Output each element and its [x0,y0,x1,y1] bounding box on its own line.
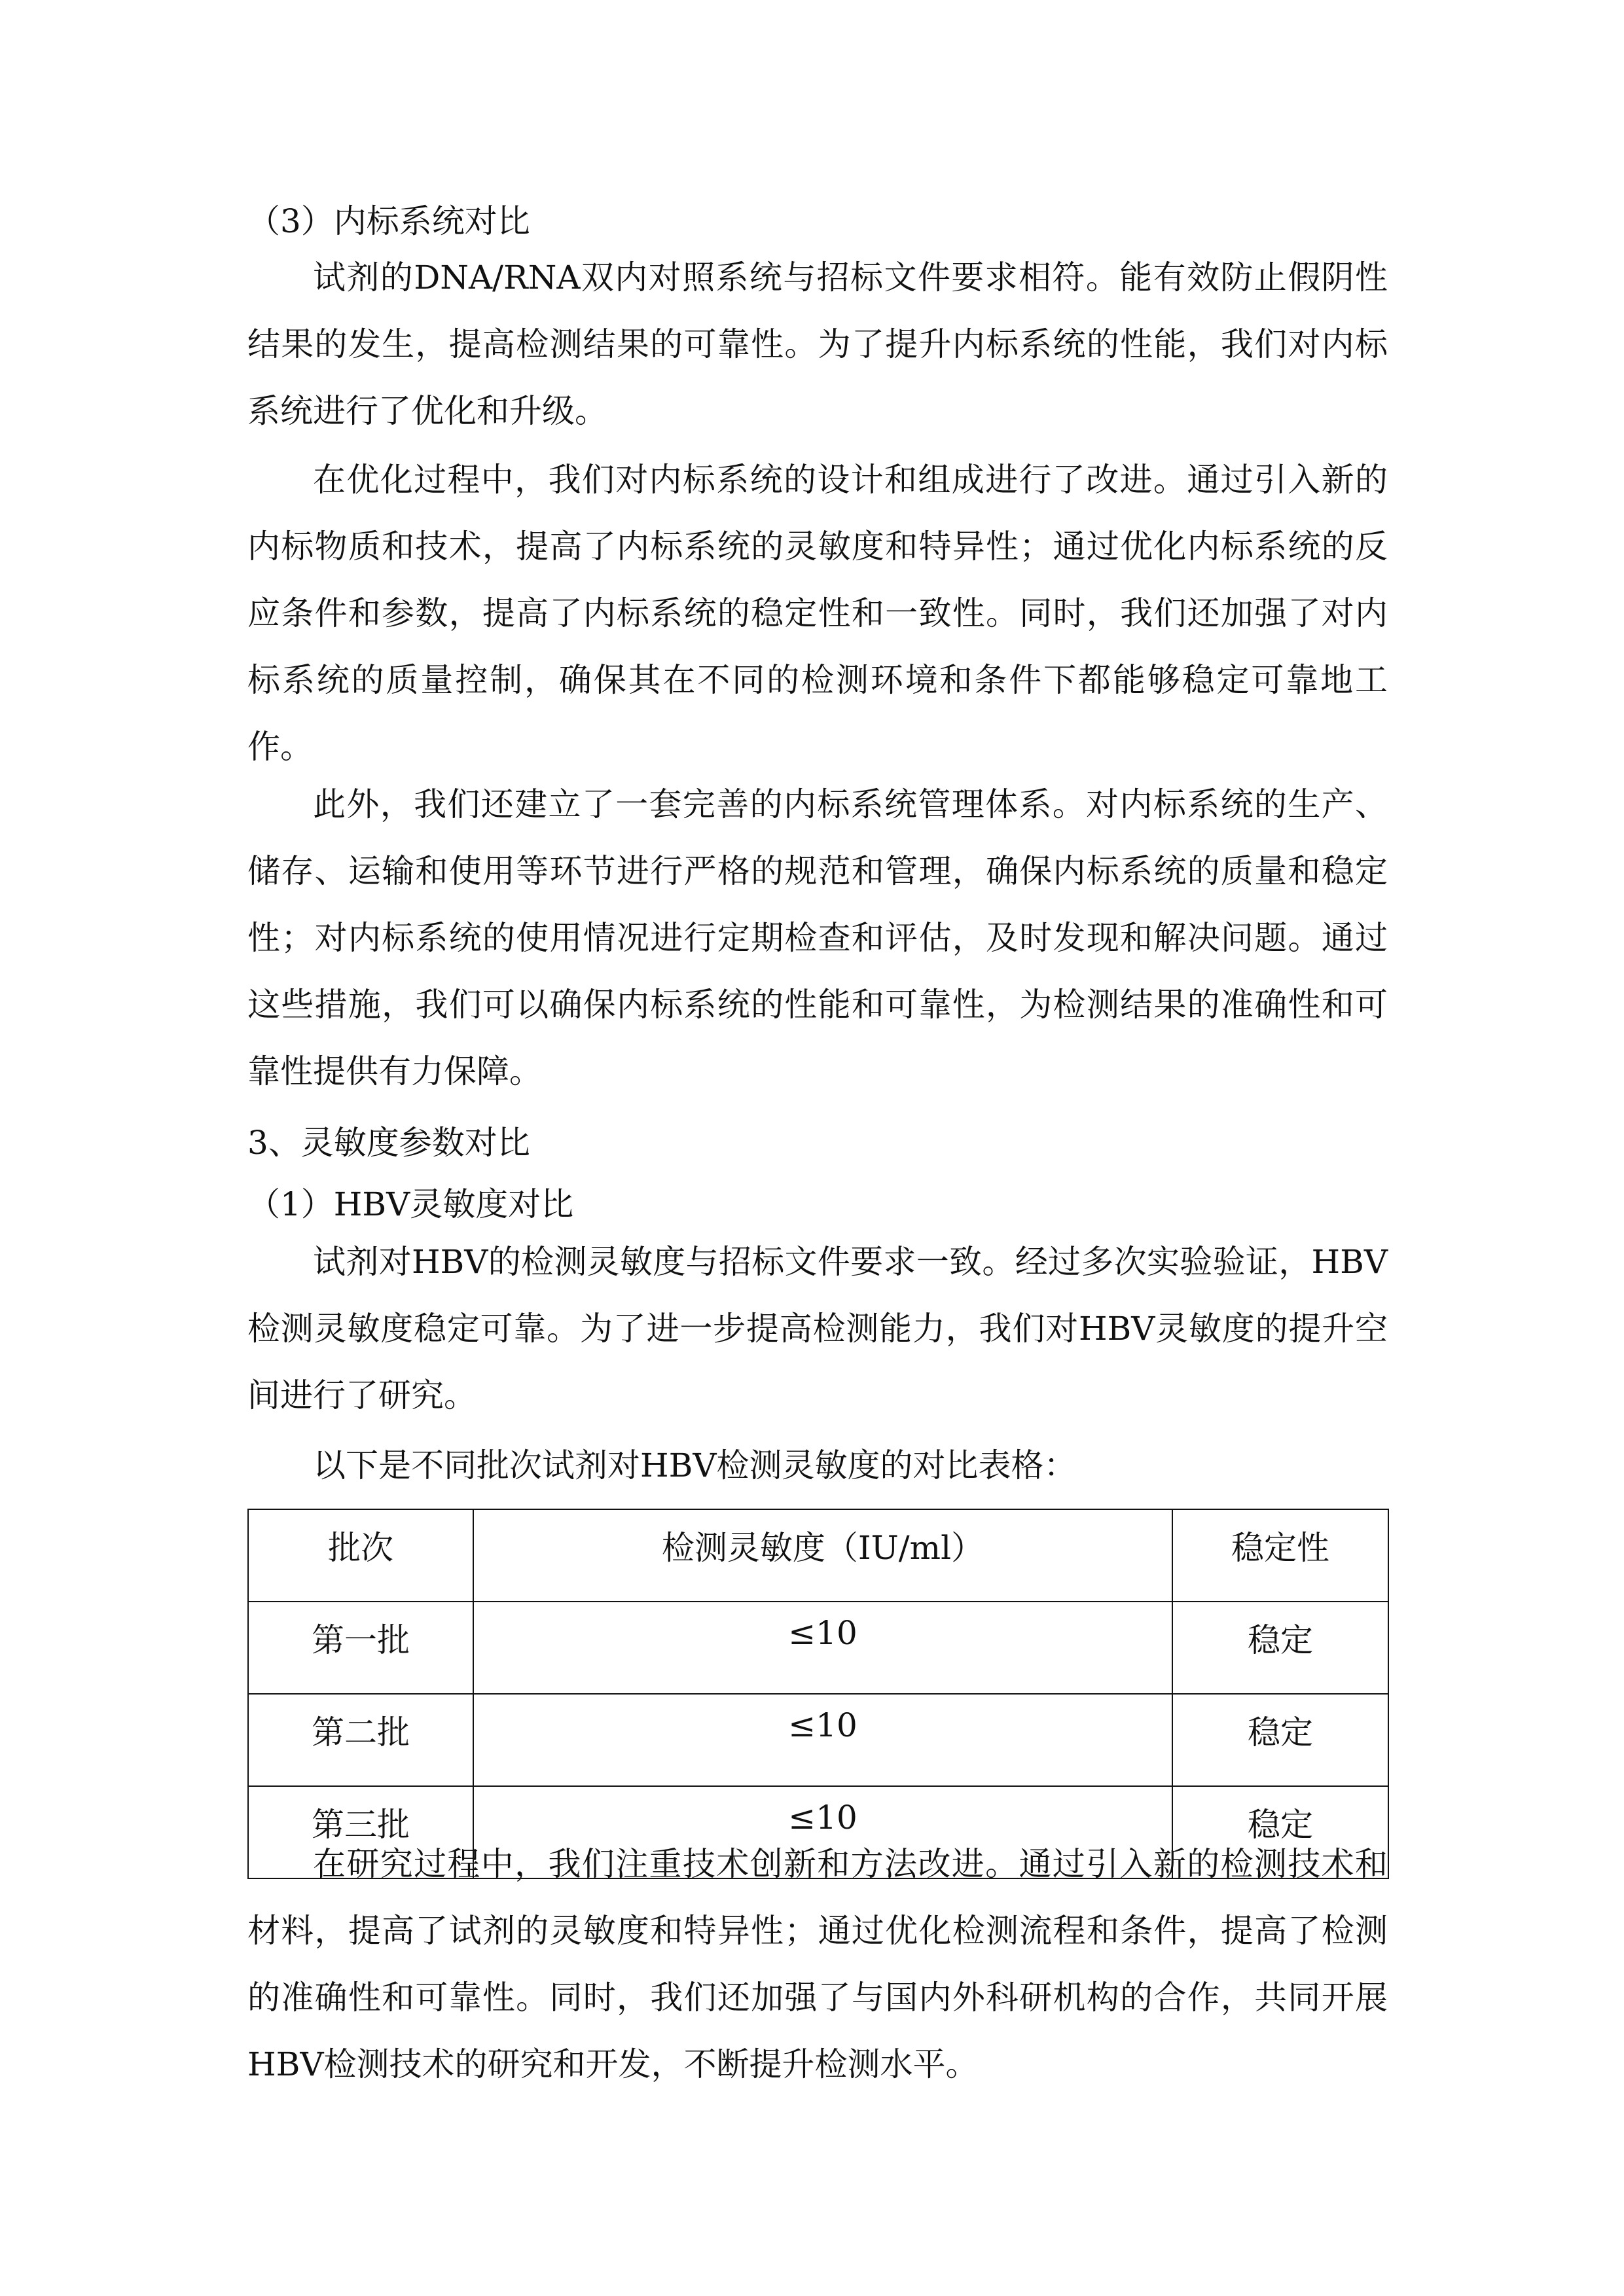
paragraph-6: 在研究过程中，我们注重技术创新和方法改进。通过引入新的检测技术和材料，提高了试剂的灵敏度和特异性；通过优化检测流程和条件，提高了检测的准确性和可靠性。同时，我们还加强了与国内外科研机构的合作，共同开展HBV检测技术的研究和开发，不断提升检测水平。 [247,1845,1388,2083]
table-cell: ≤10 [473,1694,1172,1786]
table-cell: 稳定 [1172,1602,1388,1694]
section-heading-internal-control: （3）内标系统对比 [247,202,530,240]
table-cell: 第三批 [248,1786,473,1878]
table-header-row [248,1509,1388,1602]
paragraph-4: 试剂对HBV的检测灵敏度与招标文件要求一致。经过多次实验验证，HBV检测灵敏度稳定可靠。为了进一步提高检测能力，我们对HBV灵敏度的提升空间进行了研究。 [247,1243,1388,1414]
header-cell: 稳定性 [1172,1509,1388,1602]
paragraph-2: 在优化过程中，我们对内标系统的设计和组成进行了改进。通过引入新的内标物质和技术，提高了内标系统的灵敏度和特异性；通过优化内标系统的反应条件和参数，提高了内标系统的稳定性和一致性。同时，我们还加强了对内标系统的质量控制，确保其在不同的检测环境和条件下都能够稳定可靠地工作。 [247,461,1388,766]
header-cell: 检测灵敏度（IU/ml） [473,1509,1172,1602]
table-cell: 稳定 [1172,1786,1388,1878]
table-cell: 第一批 [248,1602,473,1694]
table-row [248,1694,1388,1786]
sensitivity-table [247,1509,1389,1879]
paragraph-3: 此外，我们还建立了一套完善的内标系统管理体系。对内标系统的生产、储存、运输和使用等环节进行严格的规范和管理，确保内标系统的质量和稳定性；对内标系统的使用情况进行定期检查和评估，及时发现和解决问题。通过这些措施，我们可以确保内标系统的性能和可靠性，为检测结果的准确性和可靠性提供有力保障。 [247,785,1388,1090]
table-cell: 稳定 [1172,1694,1388,1786]
heading-hbv-sensitivity: （1）HBV灵敏度对比 [247,1185,574,1223]
table-cell: ≤10 [473,1786,1172,1878]
table-row [248,1602,1388,1694]
table-cell: ≤10 [473,1602,1172,1694]
table-cell: 第二批 [248,1694,473,1786]
paragraph-5: 以下是不同批次试剂对HBV检测灵敏度的对比表格： [313,1446,1077,1484]
paragraph-1: 试剂的DNA/RNA双内对照系统与招标文件要求相符。能有效防止假阴性结果的发生，提高检测结果的可靠性。为了提升内标系统的性能，我们对内标系统进行了优化和升级。 [247,259,1388,430]
header-cell: 批次 [248,1509,473,1602]
heading-sensitivity: 3、灵敏度参数对比 [247,1124,530,1162]
